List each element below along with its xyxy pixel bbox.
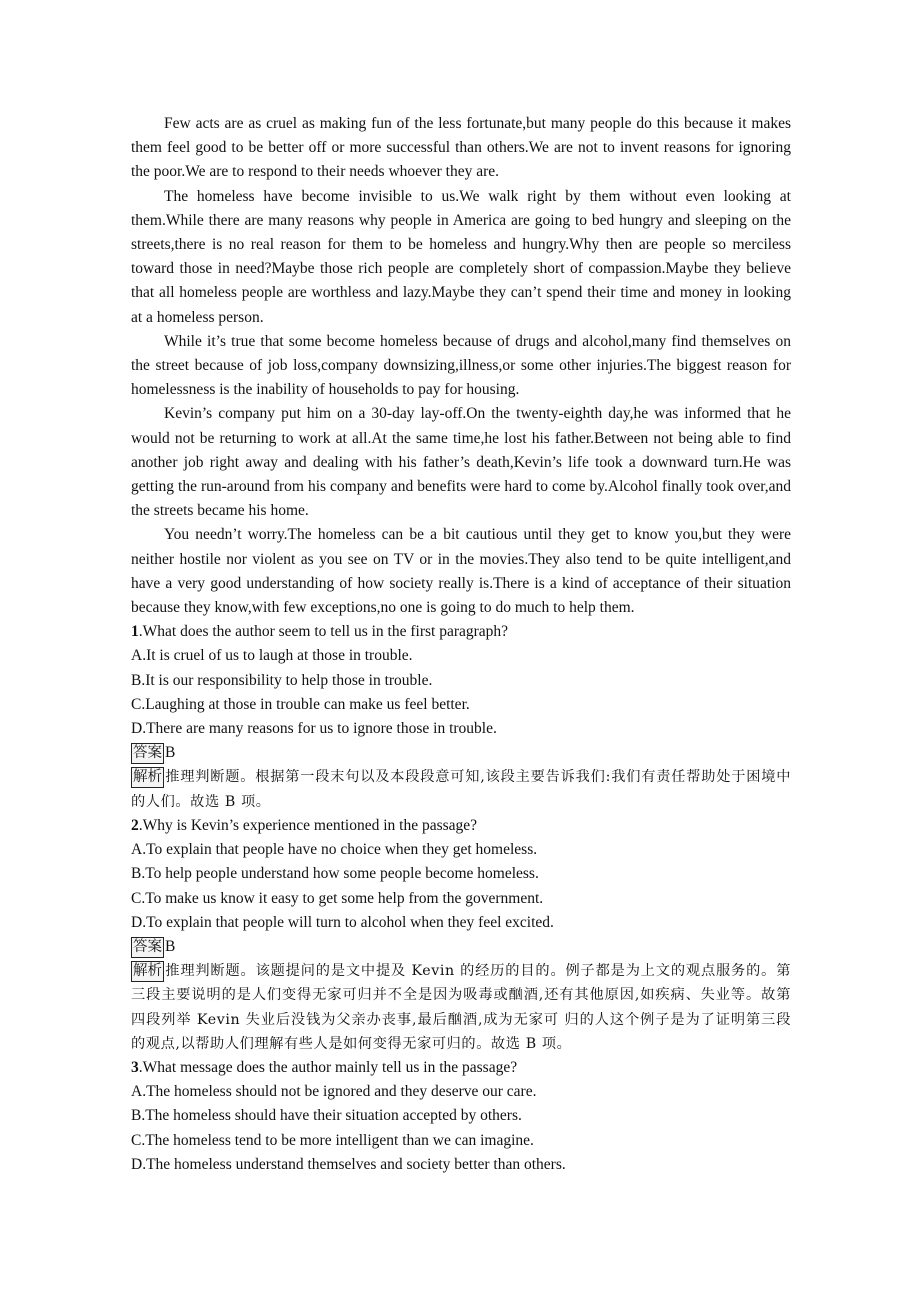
question-1-explanation [131,765,791,813]
question-2-option-d: D.To explain that people will turn to alcohol when they feel excited. [131,913,554,931]
question-3-text: .What message does the author mainly tell us in the passage? [138,1058,518,1076]
question-2-explanation [131,959,791,1056]
question-1-text: .What does the author seem to tell us in the first paragraph? [138,623,509,641]
question-3-option-d: D.The homeless understand themselves and society better than others. [131,1155,566,1173]
question-2-stem [131,814,791,838]
question-2 [131,814,791,1056]
passage-paragraph-1: Few acts are as cruel as making fun of the less fortunate,but many people do this because it makes them feel good to be better off or more successful than others.We are not to invent reasons for ignoring the poor.We are to respond to their needs whoever they are. [131,115,791,181]
question-1-option-d: D.There are many reasons for us to ignore those in trouble. [131,720,497,738]
question-3-option-a: A.The homeless should not be ignored and they deserve our care. [131,1083,537,1101]
question-2-number: 2 [131,816,139,834]
document-page [131,112,791,1177]
question-1-number: 1 [131,623,139,641]
passage-paragraph-5: You needn’t worry.The homeless can be a bit cautious until they get to know you,but they were neither hostile nor violent as you see on TV or in the movies.They also tend to be quite intelligent,and have a very good understanding of how society really is.There is a kind of acceptance of their situation because they know,with few exceptions,no one is going to do much to help them. [131,526,791,617]
passage-paragraph-3: While it’s true that some become homeless because of drugs and alcohol,many find themselves on the street because of job loss,company downsizing,illness,or some other injuries.The biggest reason for homelessness is the inability of households to pay for housing. [131,332,791,399]
question-1-answer [131,741,791,765]
question-2-explanation-text: 推理判断题。该题提问的是文中提及 Kevin 的经历的目的。例子都是为上文的观点服务的。第三段主要说明的是人们变得无家可归并不全是因为吸毒或酗酒,还有其他原因,如疾病、失业等。故第四段列举 Kevin 失业后没钱为父亲办丧事,最后酗酒,成为无家可 归的人这个例子是为了证明第三段的观点,以帮助人们理解有些人是如何变得无家可归的。故选 B 项。 [131,963,791,1052]
question-1-option-a: A.It is cruel of us to laugh at those in trouble. [131,647,413,665]
question-1-explanation-text: 推理判断题。根据第一段末句以及本段段意可知,该段主要告诉我们:我们有责任帮助处于困境中的人们。故选 B 项。 [131,769,791,810]
question-1-option-c: C.Laughing at those in trouble can make us feel better. [131,695,470,713]
question-2-option-b: B.To help people understand how some people become homeless. [131,865,539,883]
question-1-answer-value: B [165,744,176,762]
question-3 [131,1056,791,1177]
question-2-text: .Why is Kevin’s experience mentioned in the passage? [138,816,478,834]
question-1 [131,620,791,814]
question-2-option-a: A.To explain that people have no choice when they get homeless. [131,841,538,859]
question-3-option-b: B.The homeless should have their situation accepted by others. [131,1107,522,1125]
question-2-answer-value: B [165,937,176,955]
question-2-answer [131,935,791,959]
question-3-number: 3 [131,1058,139,1076]
passage [131,112,791,620]
passage-paragraph-4: Kevin’s company put him on a 30-day lay-off.On the twenty-eighth day,he was informed that he would not be returning to work at all.At the same time,he lost his father.Between not being able to find another job right away and dealing with his father’s death,Kevin’s life took a downward turn.He was getting the run-around from his company and benefits were hard to come by.Alcohol finally took over,and the streets became his home. [131,405,791,520]
passage-paragraph-2: The homeless have become invisible to us.We walk right by them without even looking at them.While there are many reasons why people in America are going to bed hungry and sleeping on the streets,there is no real reason for them to be homeless and hungry.Why then are people so merciless toward those in need?Maybe those rich people are completely short of compassion.Maybe they believe that all homeless people are worthless and lazy.Maybe they can’t spend their time and money in looking at a homeless person. [131,187,791,326]
question-2-option-c: C.To make us know it easy to get some help from the government. [131,889,544,907]
answer-label: 答案 [131,743,164,764]
question-1-option-b: B.It is our responsibility to help those in trouble. [131,671,433,689]
explanation-label: 解析 [131,767,164,788]
question-3-stem [131,1056,791,1080]
explanation-label: 解析 [131,961,164,982]
question-1-stem [131,620,791,644]
question-3-option-c: C.The homeless tend to be more intelligent than we can imagine. [131,1131,534,1149]
answer-label: 答案 [131,937,164,958]
